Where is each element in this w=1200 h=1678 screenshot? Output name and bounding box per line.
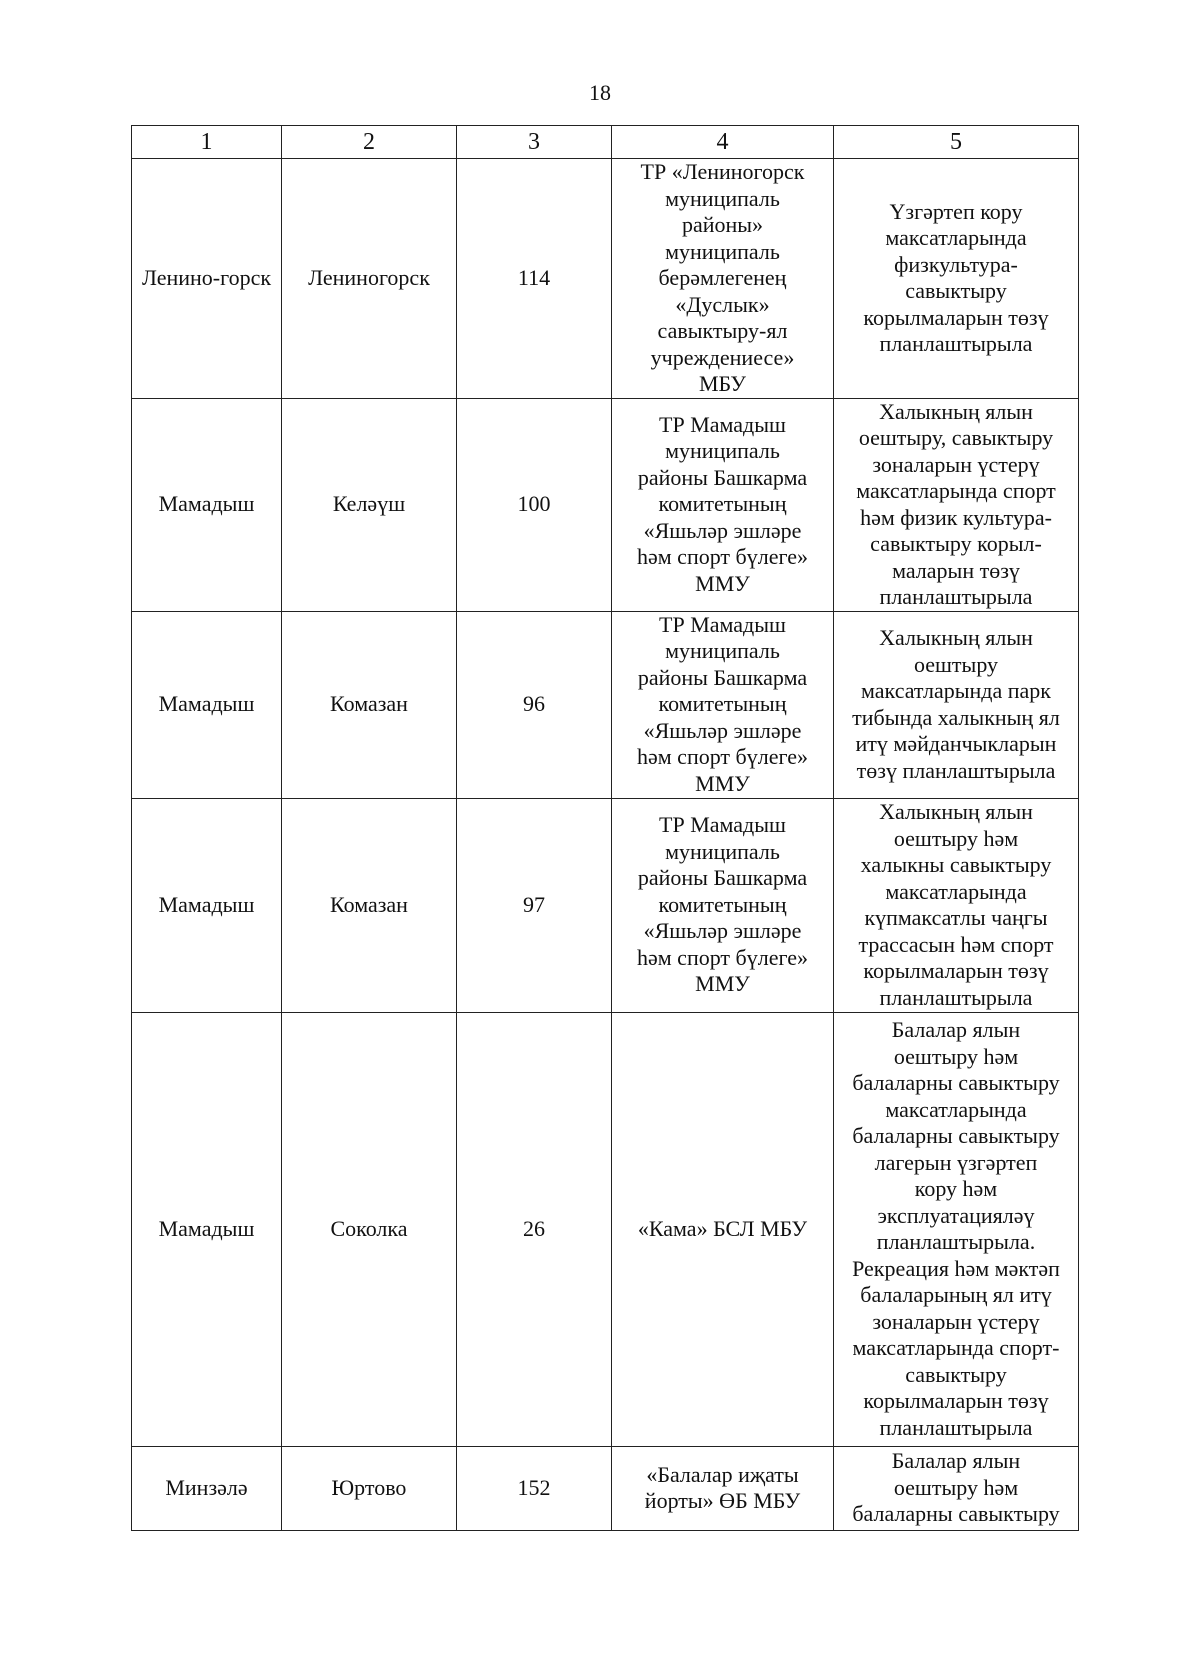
column-header-1: 1 <box>132 126 282 159</box>
table-row <box>132 798 1079 1012</box>
number-cell: 152 <box>457 1446 612 1530</box>
number-cell: 114 <box>457 159 612 399</box>
table-row <box>132 611 1079 798</box>
institution-cell: ТР «Лениногорск муниципаль районы» муниципаль берәмлегенең «Дуслык» савыктыру-ял учреждениесе» МБУ <box>612 159 834 399</box>
purpose-cell: Халыкның ялын оештыру максатларында парк тибында халыкның ял итү мәйданчыкларын төзү планлаштырыла <box>834 611 1079 798</box>
purpose-cell: Халыкның ялын оештыру һәм халыкны савыктыру максатларында күпмаксатлы чаңгы трассасын һәм спорт корылмаларын төзү планлаштырыла <box>834 798 1079 1012</box>
purpose-cell: Халыкның ялын оештыру, савыктыру зоналарын үстерү максатларында спорт һәм физик культура- савыктыру корыл- маларын төзү планлаштырыла <box>834 398 1079 611</box>
table-row <box>132 159 1079 399</box>
district-cell: Минзәлә <box>132 1446 282 1530</box>
column-header-2: 2 <box>282 126 457 159</box>
settlement-cell: Келәүш <box>282 398 457 611</box>
institution-cell: «Кама» БСЛ МБУ <box>612 1012 834 1446</box>
settlement-cell: Комазан <box>282 611 457 798</box>
purpose-cell: Балалар ялын оештыру һәм балаларны савыктыру <box>834 1446 1079 1530</box>
table-row <box>132 1446 1079 1530</box>
page-number: 18 <box>589 80 611 105</box>
institution-cell: ТР Мамадыш муниципаль районы Башкарма комитетының «Яшьләр эшләре һәм спорт бүлеге» ММУ <box>612 798 834 1012</box>
institution-cell: «Балалар иҗаты йорты» ӨБ МБУ <box>612 1446 834 1530</box>
district-cell: Мамадыш <box>132 1012 282 1446</box>
column-header-4: 4 <box>612 126 834 159</box>
district-cell: Мамадыш <box>132 398 282 611</box>
column-header-5: 5 <box>834 126 1079 159</box>
number-cell: 100 <box>457 398 612 611</box>
table-row <box>132 1012 1079 1446</box>
number-cell: 26 <box>457 1012 612 1446</box>
column-header-3: 3 <box>457 126 612 159</box>
purpose-cell: Балалар ялын оештыру һәм балаларны савыктыру максатларында балаларны савыктыру лагерын үзгәртеп кору һәм эксплуатацияләү планлаштырыла. Рекреация һәм мәктәп балаларының ял итү зоналарын үстерү максатларында спорт- савыктыру корылмаларын төзү планлаштырыла <box>834 1012 1079 1446</box>
district-cell: Ленино-горск <box>132 159 282 399</box>
institution-cell: ТР Мамадыш муниципаль районы Башкарма комитетының «Яшьләр эшләре һәм спорт бүлеге» ММУ <box>612 398 834 611</box>
settlement-cell: Соколка <box>282 1012 457 1446</box>
district-cell: Мамадыш <box>132 611 282 798</box>
settlement-cell: Юртово <box>282 1446 457 1530</box>
header-row <box>132 126 1079 159</box>
number-cell: 96 <box>457 611 612 798</box>
number-cell: 97 <box>457 798 612 1012</box>
table-row <box>132 398 1079 611</box>
data-table <box>131 125 1079 1531</box>
settlement-cell: Комазан <box>282 798 457 1012</box>
settlement-cell: Лениногорск <box>282 159 457 399</box>
purpose-cell: Үзгәртеп кору максатларында физкультура- савыктыру корылмаларын төзү планлаштырыла <box>834 159 1079 399</box>
institution-cell: ТР Мамадыш муниципаль районы Башкарма комитетының «Яшьләр эшләре һәм спорт бүлеге» ММУ <box>612 611 834 798</box>
district-cell: Мамадыш <box>132 798 282 1012</box>
